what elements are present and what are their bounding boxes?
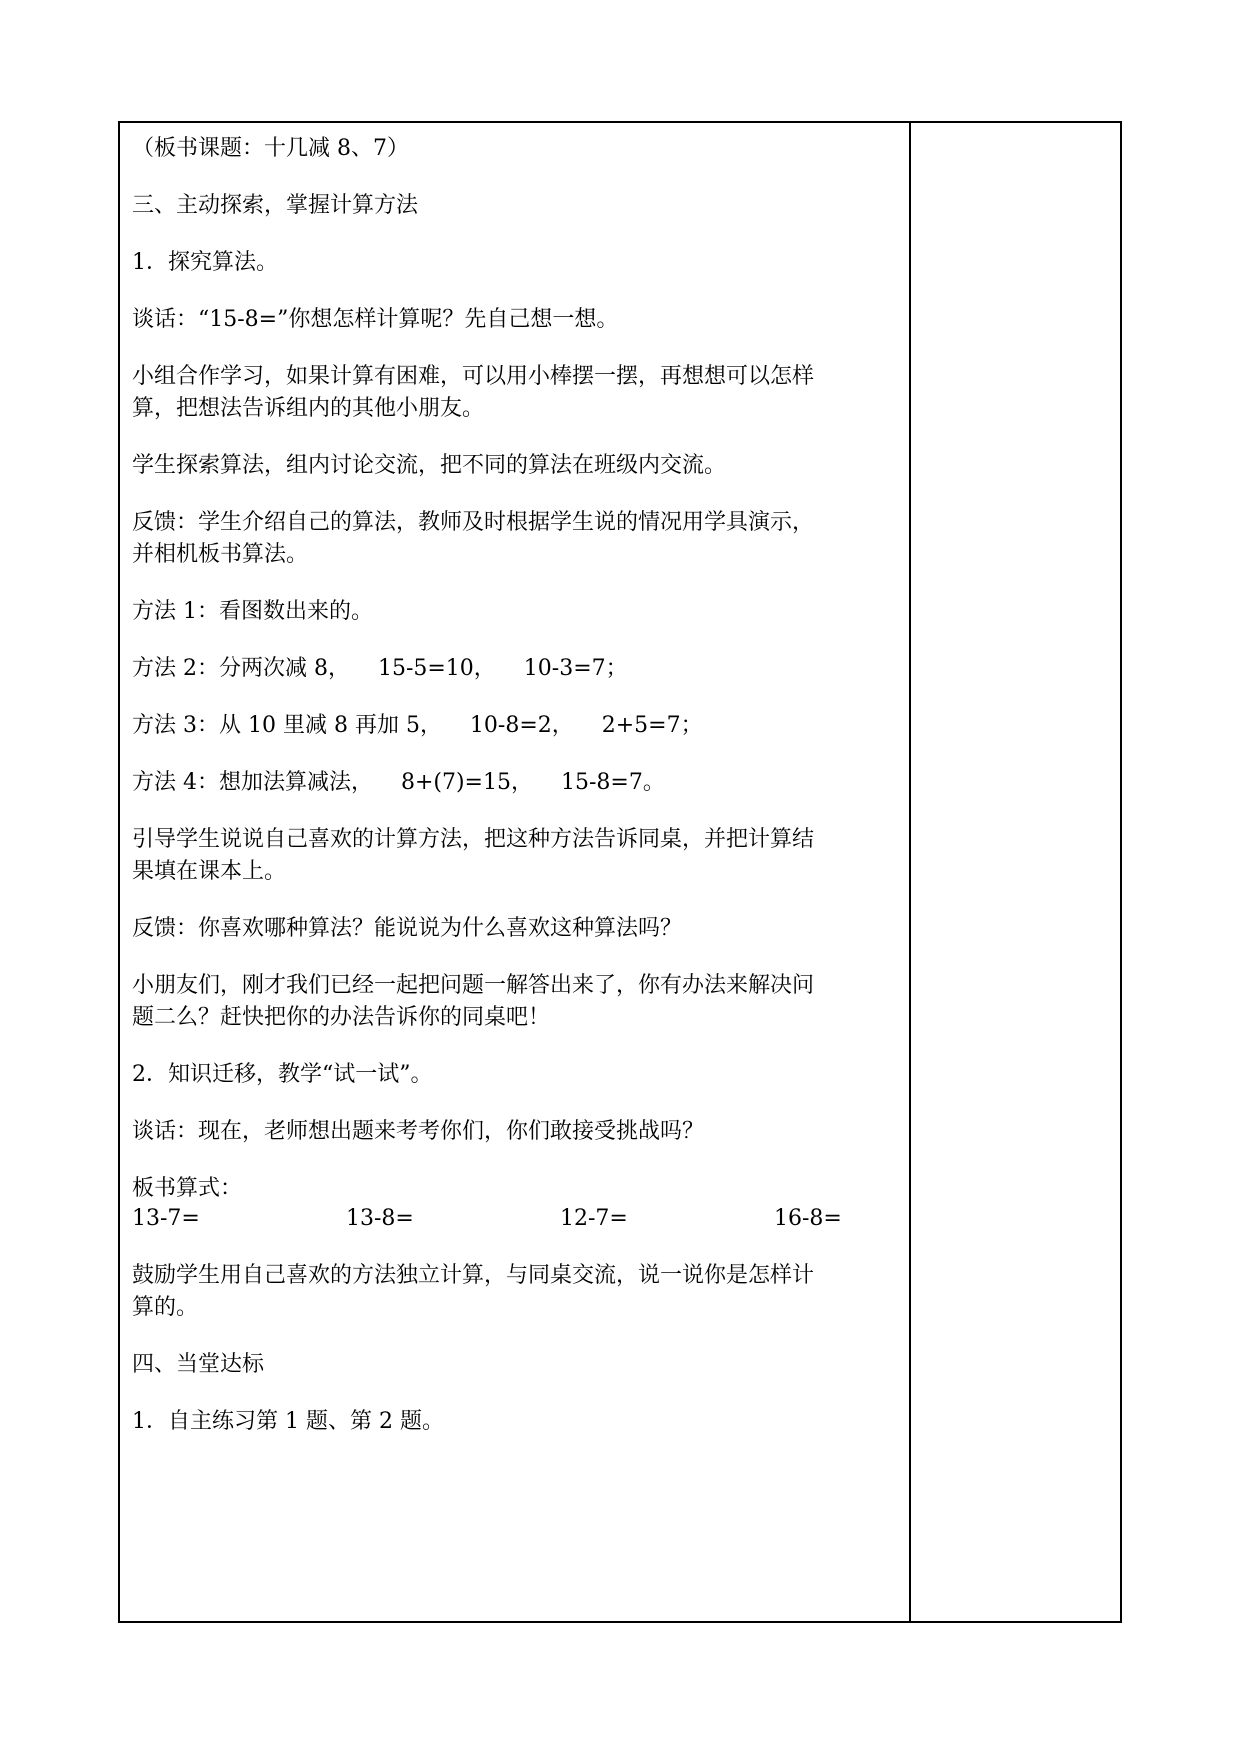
board-exercise: 13-7= bbox=[132, 1206, 200, 1231]
lesson-table bbox=[118, 121, 1122, 1623]
board-exercise: 16-8= bbox=[774, 1206, 842, 1231]
board-title-line: （板书课题：十几减 8、7） bbox=[132, 136, 409, 161]
encourage-line-2: 算的。 bbox=[132, 1295, 199, 1320]
explore-paragraph: 学生探索算法，组内讨论交流，把不同的算法在班级内交流。 bbox=[132, 453, 727, 478]
notes-cell bbox=[911, 123, 1120, 1621]
kids-line-1: 小朋友们，刚才我们已经一起把问题一解答出来了，你有办法来解决问 bbox=[132, 973, 815, 998]
method-3: 方法 3：从 10 里减 8 再加 5， 10-8=2， 2+5=7； bbox=[132, 713, 703, 738]
board-label: 板书算式： bbox=[132, 1176, 243, 1201]
section-3-heading: 三、主动探索，掌握计算方法 bbox=[132, 193, 419, 218]
feedback-1-line-2: 并相机板书算法。 bbox=[132, 542, 309, 567]
method-1: 方法 1：看图数出来的。 bbox=[132, 599, 373, 624]
board-exercise: 13-8= bbox=[346, 1206, 414, 1231]
guide-line-1: 引导学生说说自己喜欢的计算方法，把这种方法告诉同桌，并把计算结 bbox=[132, 827, 815, 852]
method-2: 方法 2：分两次减 8， 15-5=10， 10-3=7； bbox=[132, 656, 628, 681]
guide-line-2: 果填在课本上。 bbox=[132, 859, 287, 884]
section-4-heading: 四、当堂达标 bbox=[132, 1352, 265, 1377]
kids-line-2: 题二么？赶快把你的办法告诉你的同桌吧！ bbox=[132, 1005, 551, 1030]
practice-line: 1．自主练习第 1 题、第 2 题。 bbox=[132, 1409, 444, 1434]
talk-paragraph-2: 谈话：现在，老师想出题来考考你们，你们敢接受挑战吗？ bbox=[132, 1119, 705, 1144]
talk-paragraph-1: 谈话：“15-8=”你想怎样计算呢？先自己想一想。 bbox=[132, 307, 619, 332]
board-exercises-row bbox=[132, 1203, 902, 1235]
step-1-heading: 1．探究算法。 bbox=[132, 250, 278, 275]
encourage-line-1: 鼓励学生用自己喜欢的方法独立计算，与同桌交流，说一说你是怎样计 bbox=[132, 1263, 815, 1288]
feedback-1-line-1: 反馈：学生介绍自己的算法，教师及时根据学生说的情况用学具演示， bbox=[132, 510, 815, 535]
board-exercise: 12-7= bbox=[560, 1206, 628, 1231]
group-study-line-2: 算，把想法告诉组内的其他小朋友。 bbox=[132, 396, 485, 421]
method-4: 方法 4：想加法算减法， 8+(7)=15， 15-8=7。 bbox=[132, 770, 665, 795]
step-2-heading: 2．知识迁移，教学“试一试”。 bbox=[132, 1062, 433, 1087]
group-study-line-1: 小组合作学习，如果计算有困难，可以用小棒摆一摆，再想想可以怎样 bbox=[132, 364, 815, 389]
feedback-2: 反馈：你喜欢哪种算法？能说说为什么喜欢这种算法吗？ bbox=[132, 916, 683, 941]
